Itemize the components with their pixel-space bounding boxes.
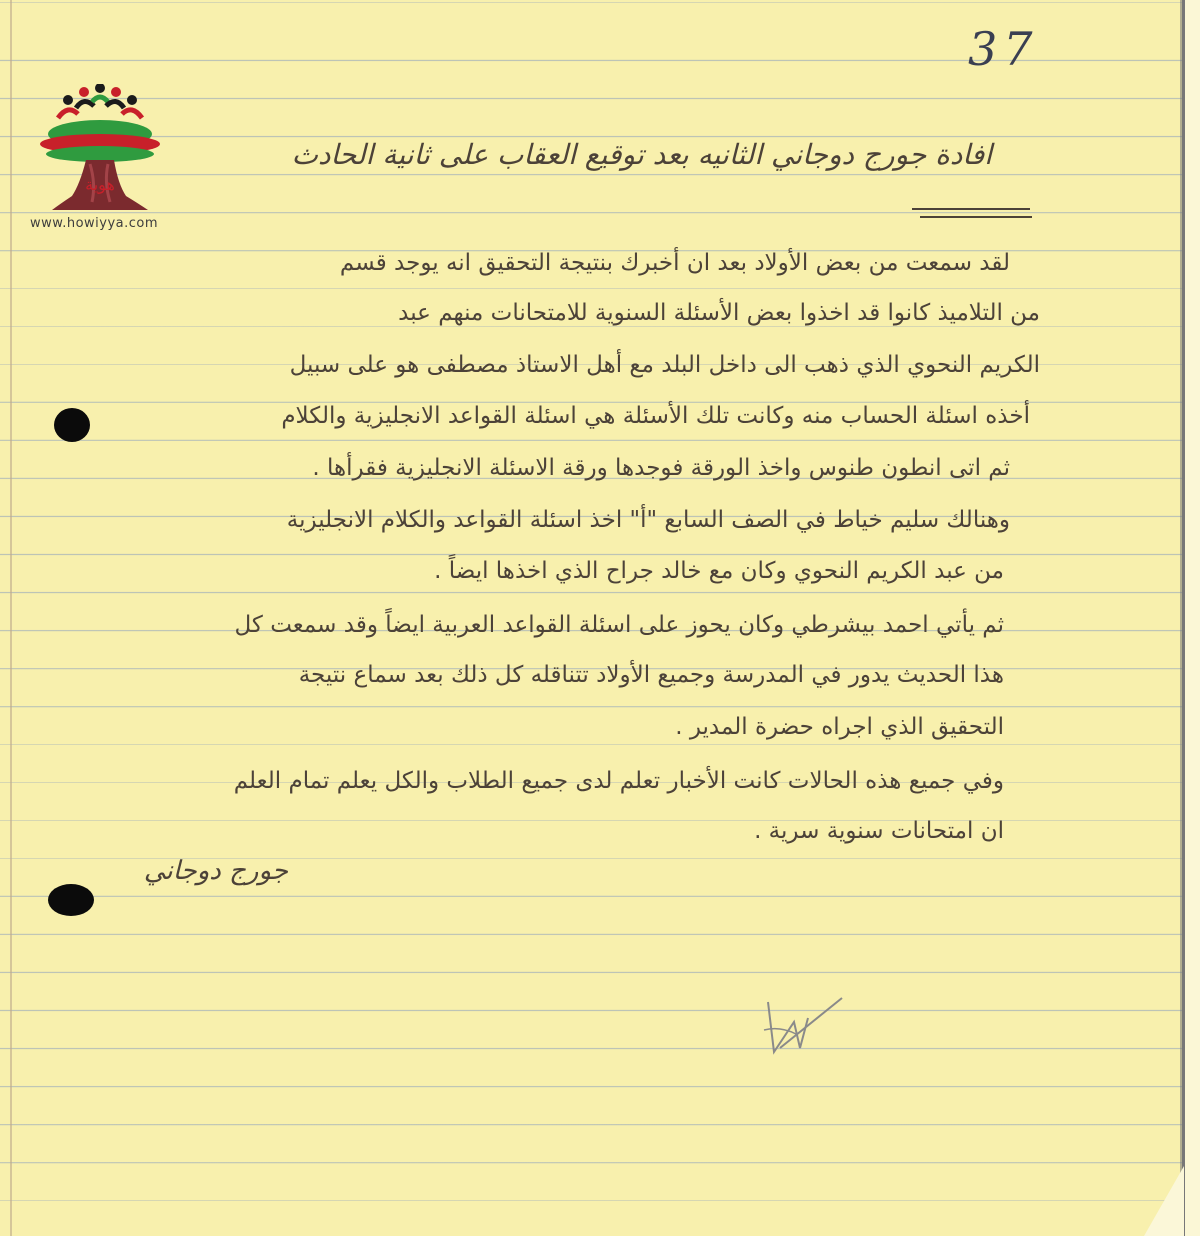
page-edge-shadow xyxy=(1182,0,1185,1236)
howiyya-logo xyxy=(30,84,170,234)
body-line: ثم يأتي احمد بيشرطي وكان يحوز على اسئلة القواعد العربية ايضاً وقد سمعت كل xyxy=(234,612,1004,638)
logo-canopy-icon xyxy=(40,120,160,162)
body-line: ان امتحانات سنوية سرية . xyxy=(754,818,1004,844)
document-title: افادة جورج دوجاني الثانيه بعد توقيع العقاب على ثانية الحادث xyxy=(291,138,992,171)
logo-url: www.howiyya.com xyxy=(30,216,159,231)
title-underline-second xyxy=(920,216,1032,218)
body-line: ثم اتى انطون طنوس واخذ الورقة فوجدها ورقة الاسئلة الانجليزية فقرأها . xyxy=(312,455,1010,481)
ink-blot xyxy=(54,408,90,442)
title-underline xyxy=(912,208,1030,210)
body-line: وفي جميع هذه الحالات كانت الأخبار تعلم لدى جميع الطلاب والكل يعلم تمام العلم xyxy=(233,768,1004,794)
logo-wordmark: هوية xyxy=(85,175,115,194)
body-line: لقد سمعت من بعض الأولاد بعد ان أخبرك بنتيجة التحقيق انه يوجد قسم xyxy=(339,250,1010,276)
body-line: أخذه اسئلة الحساب منه وكانت تلك الأسئلة هي اسئلة القواعد الانجليزية والكلام xyxy=(281,403,1030,429)
logo-people-icon xyxy=(58,84,142,118)
body-line: وهنالك سليم خياط في الصف السابع "أ" اخذ اسئلة القواعد والكلام الانجليزية xyxy=(286,507,1010,533)
body-line: الكريم النحوي الذي ذهب الى داخل البلد مع أهل الاستاذ مصطفى هو على سبيل xyxy=(289,352,1040,378)
pencil-initials-mark xyxy=(760,990,850,1070)
body-line: التحقيق الذي اجراه حضرة المدير . xyxy=(675,714,1004,740)
ink-blot xyxy=(48,884,94,916)
margin-line xyxy=(10,0,12,1236)
body-line: من التلاميذ كانوا قد اخذوا بعض الأسئلة السنوية للامتحانات منهم عبد xyxy=(398,300,1040,326)
page-number: 37 xyxy=(968,22,1039,76)
body-line: هذا الحديث يدور في المدرسة وجميع الأولاد تتناقله كل ذلك بعد سماع نتيجة xyxy=(298,662,1004,688)
body-line: من عبد الكريم النحوي وكان مع خالد جراح الذي اخذها ايضاً . xyxy=(434,558,1004,584)
signature: جورج دوجاني xyxy=(143,856,288,886)
folded-corner xyxy=(1144,1166,1184,1236)
